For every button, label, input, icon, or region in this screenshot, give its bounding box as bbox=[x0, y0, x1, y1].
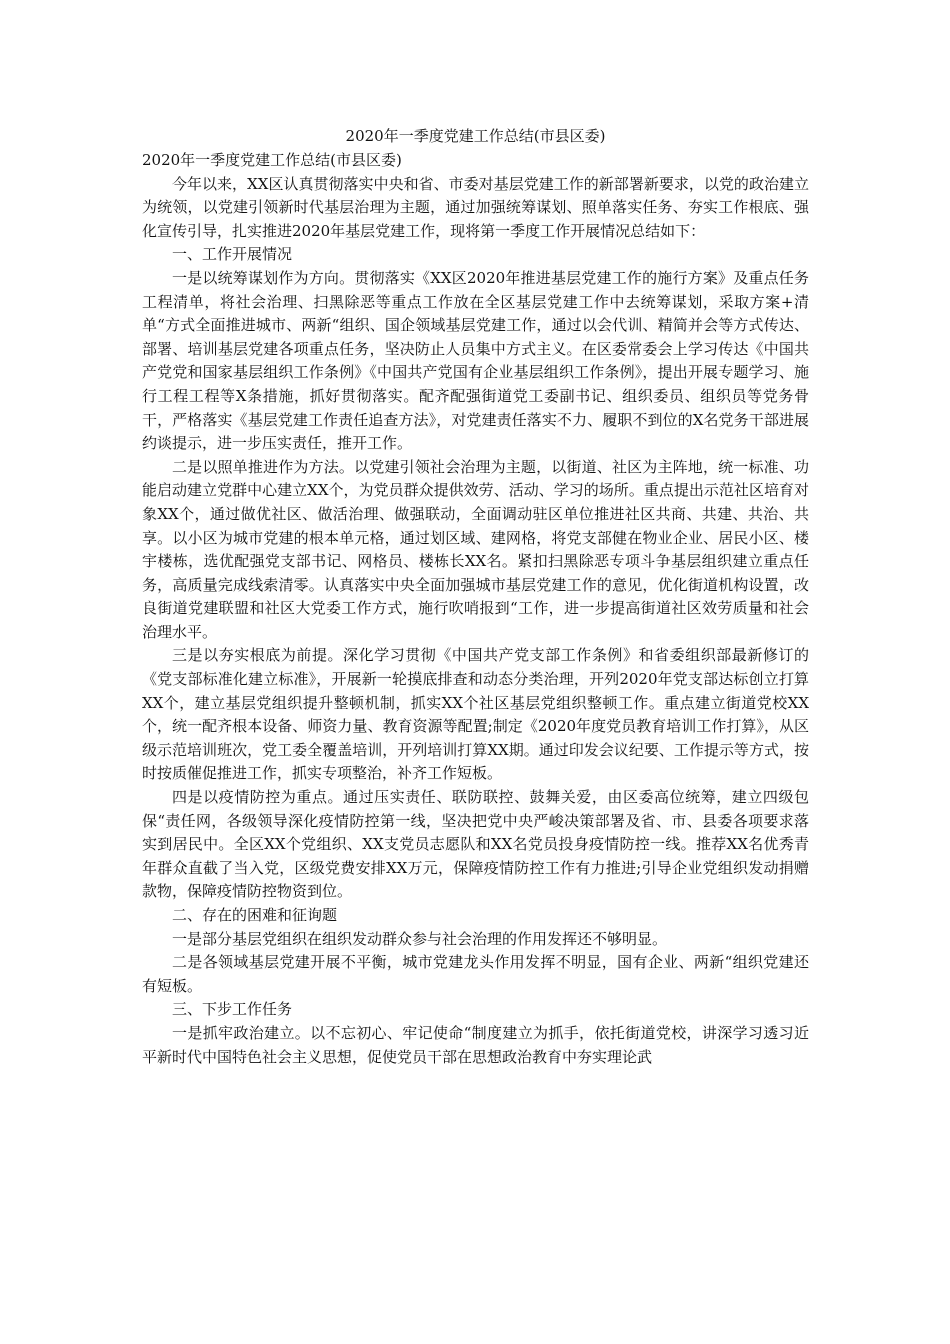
body-paragraph: 三是以夯实根底为前提。深化学习贯彻《中国共产党支部工作条例》和省委组织部最新修订的《党支部标准化建立标准》，开展新一轮摸底排查和动态分类治理，开列2020年党支部达标创立打算XX个，建立基层党组织提升整顿机制，抓实XX个社区基层党组织整顿工作。重点建立街道党校XX个，统一配齐根本设备、师资力量、教育资源等配置;制定《2020年度党员教育培训工作打算》，从区级示范培训班次，党工委全覆盖培训，开列培训打算XX期。通过印发会议纪要、工作提示等方式，按时按质催促推进工作，抓实专项整治，补齐工作短板。 bbox=[142, 646, 809, 783]
body-paragraph: 一是以统筹谋划作为方向。贯彻落实《XX区2020年推进基层党建工作的施行方案》及重点任务工程清单，将社会治理、扫黑除恶等重点工作放在全区基层党建工作中去统筹谋划，采取方案+清单“方式全面推进城市、两新“组织、国企领域基层党建工作，通过以会代训、精简并会等方式传达、部署、培训基层党建各项重点任务，坚决防止人员集中方式主义。在区委常委会上学习传达《中国共产党党和国家基层组织工作条例》《中国共产党国有企业基层组织工作条例》，提出开展专题学习、施行工程工程等X条措施，抓好贯彻落实。配齐配强街道党工委副书记、组织委员、组织员等党务骨干，严格落实《基层党建工作责任追查方法》，对党建责任落实不力、履职不到位的X名党务干部进展约谈提示，进一步压实责任，推开工作。 bbox=[142, 268, 809, 453]
document-body bbox=[142, 149, 809, 1069]
document-subtitle: 2020年一季度党建工作总结(市县区委) bbox=[142, 151, 402, 169]
body-paragraph: 一、工作开展情况 bbox=[172, 245, 293, 264]
body-paragraph: 今年以来，XX区认真贯彻落实中央和省、市委对基层党建工作的新部署新要求，以党的政治建立为统领，以党建引领新时代基层治理为主题，通过加强统筹谋划、照单落实任务、夯实工作根底、强化宣传引导，扎实推进2020年基层党建工作，现将第一季度工作开展情况总结如下： bbox=[142, 174, 809, 240]
body-paragraph: 三、下步工作任务 bbox=[172, 1000, 293, 1019]
body-paragraph: 一是抓牢政治建立。以不忘初心、牢记使命“制度建立为抓手，依托街道党校，讲深学习透习近平新时代中国特色社会主义思想，促使党员干部在思想政治教育中夯实理论武 bbox=[142, 1023, 809, 1066]
document-title: 2020年一季度党建工作总结(市县区委) bbox=[345, 127, 606, 145]
body-paragraph: 一是部分基层党组织在组织发动群众参与社会治理的作用发挥还不够明显。 bbox=[172, 929, 668, 948]
body-paragraph: 二、存在的困难和征询题 bbox=[172, 906, 338, 924]
body-paragraph: 二是各领域基层党建开展不平衡，城市党建龙头作用发挥不明显，国有企业、两新“组织党建还有短板。 bbox=[142, 953, 809, 995]
body-paragraph: 二是以照单推进作为方法。以党建引领社会治理为主题，以街道、社区为主阵地，统一标准、功能启动建立党群中心建立XX个，为党员群众提供效劳、活动、学习的场所。重点提出示范社区培育对象XX个，通过做优社区、做活治理、做强联动，全面调动驻区单位推进社区共商、共建、共治、共享。以小区为城市党建的根本单元格，通过划区域、建网格，将党支部健在物业企业、居民小区、楼宇楼栋，选优配强党支部书记、网格员、楼栋长XX名。紧扣扫黑除恶专项斗争基层组织建立重点任务，高质量完成线索清零。认真落实中央全面加强城市基层党建工作的意见，优化街道机构设置，改良街道党建联盟和社区大党委工作方式，施行吹哨报到“工作，进一步提高街道社区效劳质量和社会治理水平。 bbox=[142, 457, 809, 641]
body-paragraph: 四是以疫情防控为重点。通过压实责任、联防联控、鼓舞关爱，由区委高位统筹，建立四级包保“责任网，各级领导深化疫情防控第一线，坚决把党中央严峻决策部署及省、市、县委各项要求落实到居民中。全区XX个党组织、XX支党员志愿队和XX名党员投身疫情防控一线。推荐XX名优秀青年群众直截了当入党，区级党费安排XX万元，保障疫情防控工作有力推进;引导企业党组织发动捐赠款物，保障疫情防控物资到位。 bbox=[142, 788, 809, 901]
